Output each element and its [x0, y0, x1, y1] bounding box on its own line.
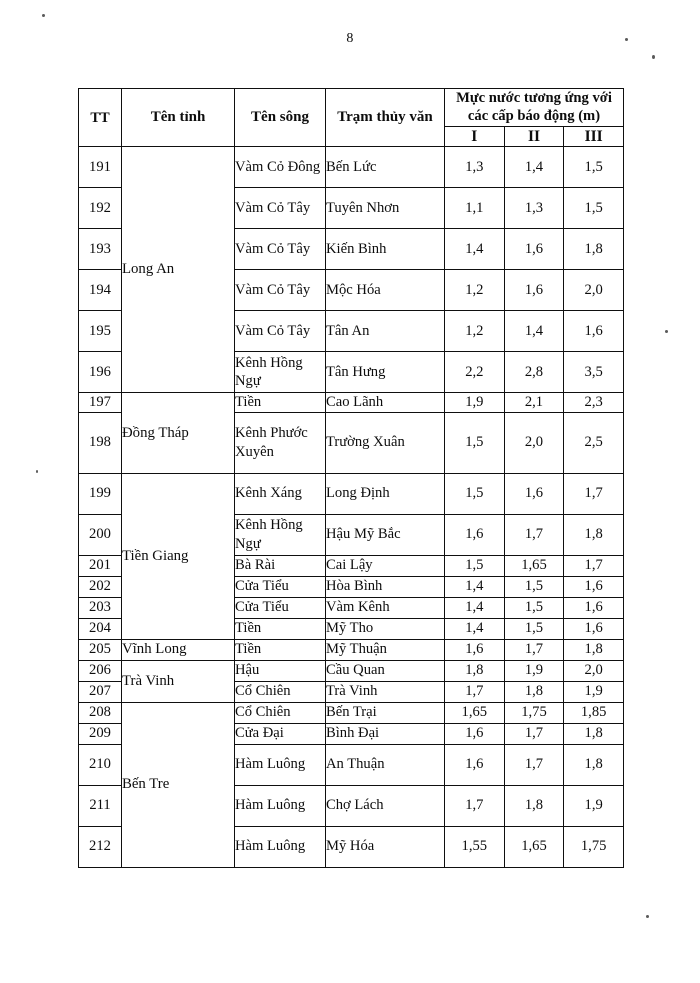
- cell-station: Mỹ Thuận: [326, 639, 445, 660]
- cell-level-2: 1,9: [504, 660, 564, 681]
- cell-tt: 210: [79, 744, 122, 785]
- cell-river: Hàm Luông: [235, 785, 326, 826]
- cell-station: Cao Lãnh: [326, 393, 445, 412]
- cell-level-2: 2,8: [504, 352, 564, 393]
- cell-level-2: 1,8: [504, 785, 564, 826]
- cell-tt: 208: [79, 702, 122, 723]
- cell-level-3: 1,8: [564, 744, 624, 785]
- cell-tt: 212: [79, 826, 122, 867]
- scan-speckle: [646, 915, 649, 918]
- cell-tt: 200: [79, 514, 122, 555]
- cell-level-2: 1,6: [504, 473, 564, 514]
- cell-river: Vàm Cỏ Tây: [235, 270, 326, 311]
- cell-level-2: 1,5: [504, 618, 564, 639]
- cell-river: Cửa Đại: [235, 723, 326, 744]
- cell-level-1: 1,4: [445, 618, 505, 639]
- page-number: 8: [346, 31, 354, 46]
- cell-level-1: 1,2: [445, 270, 505, 311]
- cell-level-2: 1,8: [504, 681, 564, 702]
- cell-level-2: 1,65: [504, 555, 564, 576]
- cell-level-1: 1,5: [445, 555, 505, 576]
- cell-province: Long An: [122, 147, 235, 393]
- cell-level-2: 1,7: [504, 514, 564, 555]
- cell-station: Tuyên Nhơn: [326, 188, 445, 229]
- cell-level-1: 1,7: [445, 785, 505, 826]
- cell-level-3: 1,6: [564, 576, 624, 597]
- cell-province: Trà Vinh: [122, 660, 235, 702]
- cell-river: Hàm Luông: [235, 826, 326, 867]
- table-row: [79, 639, 624, 660]
- cell-level-2: 2,1: [504, 393, 564, 412]
- cell-level-1: 1,5: [445, 473, 505, 514]
- cell-river: Tiền: [235, 618, 326, 639]
- cell-level-1: 1,6: [445, 744, 505, 785]
- cell-tt: 197: [79, 393, 122, 412]
- cell-station: Chợ Lách: [326, 785, 445, 826]
- cell-level-3: 1,8: [564, 514, 624, 555]
- cell-river: Tiền: [235, 393, 326, 412]
- header-row-primary: [79, 89, 624, 127]
- cell-level-1: 1,6: [445, 514, 505, 555]
- cell-tt: 211: [79, 785, 122, 826]
- cell-level-2: 1,3: [504, 188, 564, 229]
- cell-level-3: 1,85: [564, 702, 624, 723]
- table-row: [79, 702, 624, 723]
- table-row: [79, 660, 624, 681]
- cell-tt: 203: [79, 597, 122, 618]
- cell-tt: 191: [79, 147, 122, 188]
- cell-level-1: 1,5: [445, 412, 505, 473]
- cell-province: Đồng Tháp: [122, 393, 235, 473]
- column-header-station: Trạm thủy văn: [326, 89, 445, 147]
- cell-level-3: 1,75: [564, 826, 624, 867]
- table-row: [79, 393, 624, 412]
- cell-station: Vàm Kênh: [326, 597, 445, 618]
- cell-level-1: 1,55: [445, 826, 505, 867]
- cell-level-3: 1,8: [564, 229, 624, 270]
- cell-tt: 209: [79, 723, 122, 744]
- water-level-table-container: [78, 88, 624, 868]
- cell-tt: 202: [79, 576, 122, 597]
- column-header-levels-group: Mực nước tương ứng với các cấp báo động (m): [445, 89, 624, 127]
- cell-province: Vĩnh Long: [122, 639, 235, 660]
- cell-level-3: 3,5: [564, 352, 624, 393]
- cell-river: Hàm Luông: [235, 744, 326, 785]
- table-body: [79, 147, 624, 867]
- cell-station: Trường Xuân: [326, 412, 445, 473]
- cell-level-1: 1,3: [445, 147, 505, 188]
- cell-tt: 198: [79, 412, 122, 473]
- cell-river: Vàm Cỏ Tây: [235, 229, 326, 270]
- table-header: [79, 89, 624, 147]
- cell-level-1: 1,4: [445, 576, 505, 597]
- cell-tt: 207: [79, 681, 122, 702]
- cell-level-2: 1,6: [504, 229, 564, 270]
- cell-river: Tiền: [235, 639, 326, 660]
- cell-level-2: 2,0: [504, 412, 564, 473]
- cell-station: Bình Đại: [326, 723, 445, 744]
- cell-level-3: 1,8: [564, 723, 624, 744]
- cell-station: Bến Trại: [326, 702, 445, 723]
- cell-station: Cầu Quan: [326, 660, 445, 681]
- cell-station: Kiến Bình: [326, 229, 445, 270]
- cell-river: Vàm Cỏ Tây: [235, 188, 326, 229]
- cell-river: Cổ Chiên: [235, 702, 326, 723]
- column-header-level-1: I: [445, 126, 505, 147]
- cell-level-1: 1,2: [445, 311, 505, 352]
- cell-river: Kênh Hồng Ngự: [235, 514, 326, 555]
- cell-level-3: 1,7: [564, 473, 624, 514]
- cell-station: Tân An: [326, 311, 445, 352]
- cell-level-3: 1,5: [564, 188, 624, 229]
- cell-level-2: 1,75: [504, 702, 564, 723]
- cell-level-3: 1,9: [564, 785, 624, 826]
- cell-level-2: 1,5: [504, 597, 564, 618]
- cell-station: Bến Lức: [326, 147, 445, 188]
- cell-level-1: 1,8: [445, 660, 505, 681]
- cell-level-1: 1,65: [445, 702, 505, 723]
- table-row: [79, 147, 624, 188]
- cell-station: Trà Vinh: [326, 681, 445, 702]
- cell-level-1: 2,2: [445, 352, 505, 393]
- cell-level-3: 2,0: [564, 270, 624, 311]
- cell-tt: 204: [79, 618, 122, 639]
- cell-province: Tiền Giang: [122, 473, 235, 639]
- cell-river: Bà Rài: [235, 555, 326, 576]
- cell-level-2: 1,7: [504, 639, 564, 660]
- cell-level-1: 1,6: [445, 723, 505, 744]
- cell-station: Mỹ Hóa: [326, 826, 445, 867]
- cell-tt: 195: [79, 311, 122, 352]
- cell-river: Vàm Cỏ Đông: [235, 147, 326, 188]
- cell-level-1: 1,7: [445, 681, 505, 702]
- scan-speckle: [42, 14, 45, 17]
- cell-level-1: 1,4: [445, 229, 505, 270]
- scan-speckle: [652, 55, 655, 59]
- column-header-level-2: II: [504, 126, 564, 147]
- cell-level-1: 1,4: [445, 597, 505, 618]
- cell-level-3: 1,8: [564, 639, 624, 660]
- cell-river: Cổ Chiên: [235, 681, 326, 702]
- cell-station: Tân Hưng: [326, 352, 445, 393]
- cell-level-3: 2,5: [564, 412, 624, 473]
- cell-level-2: 1,7: [504, 723, 564, 744]
- cell-station: Mộc Hóa: [326, 270, 445, 311]
- cell-tt: 192: [79, 188, 122, 229]
- cell-level-3: 1,6: [564, 311, 624, 352]
- column-header-river: Tên sông: [235, 89, 326, 147]
- cell-river: Vàm Cỏ Tây: [235, 311, 326, 352]
- cell-tt: 193: [79, 229, 122, 270]
- column-header-level-3: III: [564, 126, 624, 147]
- cell-level-3: 1,6: [564, 597, 624, 618]
- cell-level-3: 2,0: [564, 660, 624, 681]
- cell-level-3: 1,6: [564, 618, 624, 639]
- cell-river: Kênh Hồng Ngự: [235, 352, 326, 393]
- cell-level-2: 1,6: [504, 270, 564, 311]
- scan-speckle: [36, 470, 38, 473]
- cell-level-2: 1,4: [504, 147, 564, 188]
- cell-station: An Thuận: [326, 744, 445, 785]
- cell-level-1: 1,6: [445, 639, 505, 660]
- cell-level-2: 1,7: [504, 744, 564, 785]
- column-header-tt: TT: [79, 89, 122, 147]
- cell-level-2: 1,5: [504, 576, 564, 597]
- cell-level-3: 2,3: [564, 393, 624, 412]
- cell-river: Kênh Xáng: [235, 473, 326, 514]
- cell-station: Cai Lậy: [326, 555, 445, 576]
- cell-level-1: 1,9: [445, 393, 505, 412]
- cell-tt: 201: [79, 555, 122, 576]
- cell-tt: 205: [79, 639, 122, 660]
- cell-river: Cửa Tiểu: [235, 597, 326, 618]
- cell-province: Bến Tre: [122, 702, 235, 867]
- cell-river: Cửa Tiểu: [235, 576, 326, 597]
- column-header-province: Tên tỉnh: [122, 89, 235, 147]
- cell-river: Kênh Phước Xuyên: [235, 412, 326, 473]
- cell-tt: 199: [79, 473, 122, 514]
- cell-tt: 196: [79, 352, 122, 393]
- cell-station: Mỹ Tho: [326, 618, 445, 639]
- cell-station: Hòa Bình: [326, 576, 445, 597]
- cell-river: Hậu: [235, 660, 326, 681]
- cell-level-3: 1,5: [564, 147, 624, 188]
- cell-station: Hậu Mỹ Bắc: [326, 514, 445, 555]
- cell-level-1: 1,1: [445, 188, 505, 229]
- cell-station: Long Định: [326, 473, 445, 514]
- cell-tt: 194: [79, 270, 122, 311]
- cell-level-3: 1,9: [564, 681, 624, 702]
- cell-level-3: 1,7: [564, 555, 624, 576]
- water-level-table: [78, 88, 624, 868]
- cell-level-2: 1,65: [504, 826, 564, 867]
- cell-tt: 206: [79, 660, 122, 681]
- cell-level-2: 1,4: [504, 311, 564, 352]
- table-row: [79, 473, 624, 514]
- scan-speckle: [665, 330, 668, 333]
